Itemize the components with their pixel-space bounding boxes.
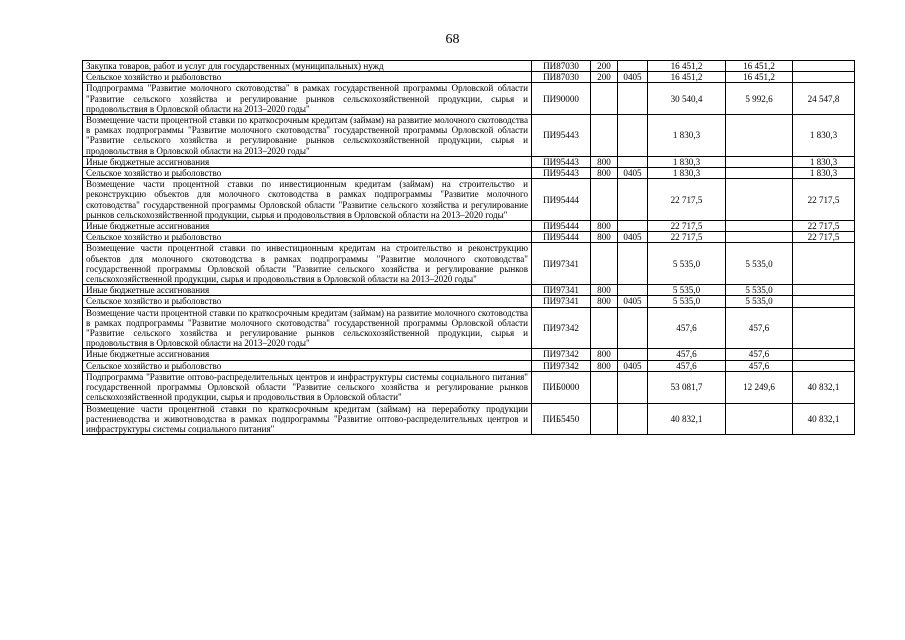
section-code-cell: 0405: [618, 296, 648, 307]
table-row: [83, 61, 855, 72]
amount-3-cell: 40 832,1: [793, 371, 855, 403]
section-code-cell: 0405: [618, 72, 648, 83]
amount-total-cell: 457,6: [648, 349, 726, 360]
budget-table: [82, 60, 855, 435]
amount-3-cell: 40 832,1: [793, 403, 855, 435]
section-code-cell: 0405: [618, 232, 648, 243]
section-code-cell: [618, 371, 648, 403]
row-name-cell: Иные бюджетные ассигнования: [83, 349, 532, 360]
expense-type-cell: 800: [591, 360, 618, 371]
target-code-cell: ПИ95444: [532, 179, 591, 221]
row-name-cell: Сельское хозяйство и рыболовство: [83, 72, 532, 83]
amount-2-cell: [726, 115, 793, 157]
amount-2-cell: 16 451,2: [726, 61, 793, 72]
expense-type-cell: 800: [591, 296, 618, 307]
target-code-cell: ПИ90000: [532, 83, 591, 115]
table-row: [83, 307, 855, 349]
table-row: [83, 83, 855, 115]
amount-3-cell: 24 547,8: [793, 83, 855, 115]
row-name-cell: Закупка товаров, работ и услуг для государственных (муниципальных) нужд: [83, 61, 532, 72]
target-code-cell: ПИ95443: [532, 168, 591, 179]
expense-type-cell: [591, 371, 618, 403]
amount-total-cell: 5 535,0: [648, 243, 726, 285]
target-code-cell: ПИБ0000: [532, 371, 591, 403]
table-row: [83, 243, 855, 285]
row-name-cell: Сельское хозяйство и рыболовство: [83, 168, 532, 179]
amount-3-cell: [793, 307, 855, 349]
amount-total-cell: 16 451,2: [648, 61, 726, 72]
section-code-cell: [618, 285, 648, 296]
table-row: [83, 115, 855, 157]
row-name-cell: Сельское хозяйство и рыболовство: [83, 232, 532, 243]
amount-3-cell: [793, 360, 855, 371]
amount-total-cell: 40 832,1: [648, 403, 726, 435]
section-code-cell: [618, 61, 648, 72]
amount-total-cell: 16 451,2: [648, 72, 726, 83]
target-code-cell: ПИ95443: [532, 156, 591, 167]
amount-2-cell: [726, 232, 793, 243]
expense-type-cell: 200: [591, 72, 618, 83]
target-code-cell: ПИ87030: [532, 72, 591, 83]
target-code-cell: ПИ97342: [532, 360, 591, 371]
amount-3-cell: [793, 296, 855, 307]
expense-type-cell: [591, 403, 618, 435]
row-name-cell: Сельское хозяйство и рыболовство: [83, 296, 532, 307]
amount-2-cell: 457,6: [726, 307, 793, 349]
row-name-cell: Сельское хозяйство и рыболовство: [83, 360, 532, 371]
row-name-cell: Подпрограмма "Развитие оптово-распределительных центров и инфраструктуры системы социального питания" государственной программы Орловской области "Развитие сельского хозяйства и регулирование рынков сельскохозяйственной продукции, сырья и продовольствия в Орловской области": [83, 371, 532, 403]
page-number: 68: [445, 32, 460, 47]
table-row: [83, 221, 855, 232]
expense-type-cell: [591, 115, 618, 157]
target-code-cell: ПИ95444: [532, 232, 591, 243]
amount-2-cell: [726, 168, 793, 179]
amount-3-cell: 22 717,5: [793, 221, 855, 232]
row-name-cell: Возмещение части процентной ставки по краткосрочным кредитам (займам) на переработку продукции растениеводства и животноводства в рамках подпрограммы "Развитие оптово-распределительных центров и инфраструктуры системы социального питания": [83, 403, 532, 435]
table-row: [83, 179, 855, 221]
target-code-cell: ПИ97341: [532, 296, 591, 307]
amount-total-cell: 22 717,5: [648, 179, 726, 221]
expense-type-cell: 800: [591, 156, 618, 167]
amount-3-cell: 1 830,3: [793, 168, 855, 179]
row-name-cell: Подпрограмма "Развитие молочного скотоводства" в рамках государственной программы Орловской области "Развитие сельского хозяйства и регулирование рынков сельскохозяйственной продукции, сырья и продовольствия в Орловской области на 2013–2020 годы": [83, 83, 532, 115]
amount-2-cell: [726, 221, 793, 232]
table-row: [83, 156, 855, 167]
amount-total-cell: 53 081,7: [648, 371, 726, 403]
row-name-cell: Возмещение части процентной ставки по инвестиционным кредитам на строительство и реконструкцию объектов для молочного скотоводства в рамках подпрограммы "Развитие молочного скотоводства" государственной программы Орловской области "Развитие сельского хозяйства и регулирование рынков сельскохозяйственной продукции, сырья и продовольствия в Орловской области на 2013–2020 годы": [83, 243, 532, 285]
amount-total-cell: 22 717,5: [648, 232, 726, 243]
amount-total-cell: 5 535,0: [648, 285, 726, 296]
row-name-cell: Иные бюджетные ассигнования: [83, 285, 532, 296]
amount-2-cell: 457,6: [726, 360, 793, 371]
section-code-cell: [618, 307, 648, 349]
expense-type-cell: [591, 307, 618, 349]
target-code-cell: ПИ97342: [532, 307, 591, 349]
amount-total-cell: 457,6: [648, 307, 726, 349]
amount-2-cell: 5 535,0: [726, 296, 793, 307]
table-row: [83, 232, 855, 243]
target-code-cell: ПИ95444: [532, 221, 591, 232]
table-row: [83, 296, 855, 307]
amount-total-cell: 457,6: [648, 360, 726, 371]
amount-total-cell: 1 830,3: [648, 168, 726, 179]
target-code-cell: ПИ97341: [532, 243, 591, 285]
amount-total-cell: 22 717,5: [648, 221, 726, 232]
amount-2-cell: 5 535,0: [726, 285, 793, 296]
expense-type-cell: 800: [591, 285, 618, 296]
amount-3-cell: 1 830,3: [793, 156, 855, 167]
expense-type-cell: 800: [591, 232, 618, 243]
table-row: [83, 371, 855, 403]
target-code-cell: ПИ97341: [532, 285, 591, 296]
row-name-cell: Иные бюджетные ассигнования: [83, 156, 532, 167]
target-code-cell: ПИ95443: [532, 115, 591, 157]
table-row: [83, 168, 855, 179]
expense-type-cell: 800: [591, 168, 618, 179]
table-row: [83, 360, 855, 371]
table-row: [83, 285, 855, 296]
amount-2-cell: 16 451,2: [726, 72, 793, 83]
expense-type-cell: 200: [591, 61, 618, 72]
amount-3-cell: [793, 285, 855, 296]
amount-3-cell: [793, 243, 855, 285]
row-name-cell: Иные бюджетные ассигнования: [83, 221, 532, 232]
table-row: [83, 403, 855, 435]
target-code-cell: ПИБ5450: [532, 403, 591, 435]
table-row: [83, 72, 855, 83]
section-code-cell: 0405: [618, 168, 648, 179]
amount-2-cell: [726, 179, 793, 221]
amount-2-cell: 5 992,6: [726, 83, 793, 115]
target-code-cell: ПИ87030: [532, 61, 591, 72]
amount-total-cell: 5 535,0: [648, 296, 726, 307]
amount-2-cell: [726, 156, 793, 167]
amount-total-cell: 1 830,3: [648, 156, 726, 167]
expense-type-cell: 800: [591, 349, 618, 360]
amount-3-cell: 1 830,3: [793, 115, 855, 157]
amount-2-cell: 12 249,6: [726, 371, 793, 403]
expense-type-cell: [591, 179, 618, 221]
amount-3-cell: [793, 349, 855, 360]
amount-total-cell: 1 830,3: [648, 115, 726, 157]
section-code-cell: [618, 221, 648, 232]
section-code-cell: [618, 156, 648, 167]
row-name-cell: Возмещение части процентной ставки по краткосрочным кредитам (займам) на развитие молочного скотоводства в рамках подпрограммы "Развитие молочного скотоводства" государственной программы Орловской области "Развитие сельского хозяйства и регулирование рынков сельскохозяйственной продукции, сырья и продовольствия в Орловской области на 2013–2020 годы": [83, 115, 532, 157]
amount-3-cell: [793, 72, 855, 83]
amount-total-cell: 30 540,4: [648, 83, 726, 115]
expense-type-cell: [591, 243, 618, 285]
amount-2-cell: [726, 403, 793, 435]
amount-2-cell: 457,6: [726, 349, 793, 360]
section-code-cell: [618, 243, 648, 285]
section-code-cell: 0405: [618, 360, 648, 371]
section-code-cell: [618, 349, 648, 360]
amount-2-cell: 5 535,0: [726, 243, 793, 285]
row-name-cell: Возмещение части процентной ставки по инвестиционным кредитам (займам) на строительство и реконструкцию объектов для молочного скотоводства в рамках подпрограммы "Развитие молочного скотоводства" государственной программы Орловской области "Развитие сельского хозяйства и регулирование рынков сельскохозяйственной продукции, сырья и продовольствия в Орловской области на 2013–2020 годы": [83, 179, 532, 221]
amount-3-cell: 22 717,5: [793, 232, 855, 243]
amount-3-cell: 22 717,5: [793, 179, 855, 221]
expense-type-cell: 800: [591, 221, 618, 232]
section-code-cell: [618, 115, 648, 157]
expense-type-cell: [591, 83, 618, 115]
section-code-cell: [618, 403, 648, 435]
target-code-cell: ПИ97342: [532, 349, 591, 360]
table-row: [83, 349, 855, 360]
section-code-cell: [618, 179, 648, 221]
section-code-cell: [618, 83, 648, 115]
row-name-cell: Возмещение части процентной ставки по краткосрочным кредитам (займам) на развитие молочного скотоводства в рамках подпрограммы "Развитие молочного скотоводства" государственной программы Орловской области "Развитие сельского хозяйства и регулирование рынков сельскохозяйственной продукции, сырья и продовольствия в Орловской области на 2013–2020 годы": [83, 307, 532, 349]
amount-3-cell: [793, 61, 855, 72]
